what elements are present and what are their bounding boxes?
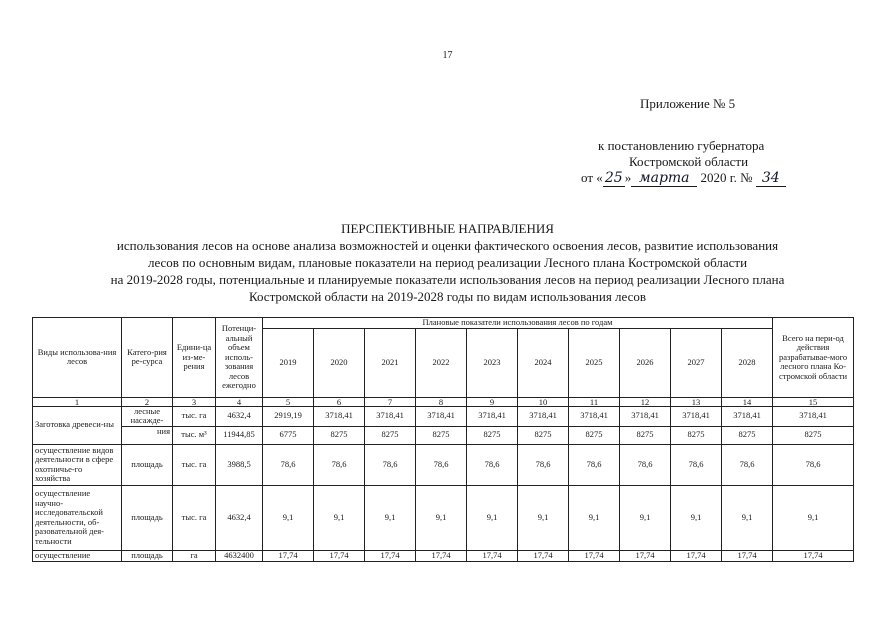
row-unit: га xyxy=(173,550,216,561)
header-category: Катего-рия ре-сурса xyxy=(122,318,173,398)
cell-value: 11944,85 xyxy=(216,426,263,444)
row-use-type: Заготовка древеси-ны xyxy=(33,406,122,444)
row-use-type: осуществление видов деятельности в сфере охотничье-го хозяйства xyxy=(33,444,122,485)
table-row xyxy=(33,426,854,444)
cell-value: 3718,41 xyxy=(314,406,365,426)
column-number: 2 xyxy=(122,397,173,406)
header-year: 2022 xyxy=(416,328,467,397)
cell-value: 8275 xyxy=(314,426,365,444)
row-unit: тыс. га xyxy=(173,406,216,426)
column-number: 12 xyxy=(620,397,671,406)
column-number: 11 xyxy=(569,397,620,406)
row-category: лесные насажде- xyxy=(122,406,173,426)
row-category: площадь xyxy=(122,485,173,550)
title-line-4: на 2019-2028 годы, потенциальные и планируемые показатели использования лесов на период реализации Лесного плана xyxy=(110,272,785,287)
cell-value: 17,74 xyxy=(722,550,773,561)
cell-value: 78,6 xyxy=(365,444,416,485)
header-year: 2019 xyxy=(263,328,314,397)
cell-value: 3718,41 xyxy=(671,406,722,426)
cell-value: 9,1 xyxy=(416,485,467,550)
title-line-1: ПЕРСПЕКТИВНЫЕ НАПРАВЛЕНИЯ xyxy=(341,221,554,236)
cell-value: 4632,4 xyxy=(216,406,263,426)
column-number-row xyxy=(33,397,854,406)
cell-value: 9,1 xyxy=(365,485,416,550)
header-year: 2028 xyxy=(722,328,773,397)
cell-value: 17,74 xyxy=(365,550,416,561)
header-unit: Едини-ца из-ме-рения xyxy=(173,318,216,398)
header-planned-group: Плановые показатели использования лесов по годам xyxy=(263,318,773,329)
header-total: Всего на пери-од действия разрабатывае-мого лесного плана Ко-стромской области xyxy=(773,318,854,398)
cell-value: 8275 xyxy=(518,426,569,444)
column-number: 9 xyxy=(467,397,518,406)
decree-number: 34 xyxy=(756,170,786,187)
cell-value: 17,74 xyxy=(671,550,722,561)
page-number: 17 xyxy=(442,50,453,61)
column-number: 8 xyxy=(416,397,467,406)
row-category: площадь xyxy=(122,550,173,561)
cell-value: 3988,5 xyxy=(216,444,263,485)
cell-value: 9,1 xyxy=(620,485,671,550)
cell-value: 78,6 xyxy=(263,444,314,485)
cell-value: 9,1 xyxy=(671,485,722,550)
row-category: ния xyxy=(122,426,173,444)
cell-value: 8275 xyxy=(467,426,518,444)
cell-value: 8275 xyxy=(365,426,416,444)
cell-value: 3718,41 xyxy=(773,406,854,426)
decree-line-2: Костромской области xyxy=(629,154,749,169)
column-number: 4 xyxy=(216,397,263,406)
cell-value: 17,74 xyxy=(467,550,518,561)
appendix-label: Приложение № 5 xyxy=(640,96,736,111)
cell-value: 3718,41 xyxy=(722,406,773,426)
column-number: 1 xyxy=(33,397,122,406)
cell-value: 78,6 xyxy=(722,444,773,485)
cell-value: 2919,19 xyxy=(263,406,314,426)
cell-value: 3718,41 xyxy=(518,406,569,426)
cell-value: 8275 xyxy=(773,426,854,444)
decree-year: 2020 г. № xyxy=(700,170,753,185)
table-row xyxy=(33,406,854,426)
header-year: 2021 xyxy=(365,328,416,397)
cell-value: 8275 xyxy=(416,426,467,444)
cell-value: 17,74 xyxy=(773,550,854,561)
column-number: 6 xyxy=(314,397,365,406)
table-row xyxy=(33,485,854,550)
column-number: 15 xyxy=(773,397,854,406)
cell-value: 78,6 xyxy=(569,444,620,485)
title-line-3: лесов по основным видам, плановые показатели на период реализации Лесного плана Костромской области xyxy=(147,255,748,270)
cell-value: 17,74 xyxy=(620,550,671,561)
header-use-type: Виды использова-ния лесов xyxy=(33,318,122,398)
cell-value: 3718,41 xyxy=(620,406,671,426)
cell-value: 9,1 xyxy=(773,485,854,550)
header-year: 2025 xyxy=(569,328,620,397)
cell-value: 17,74 xyxy=(263,550,314,561)
cell-value: 78,6 xyxy=(518,444,569,485)
decree-date-line xyxy=(581,170,786,187)
header-year: 2020 xyxy=(314,328,365,397)
cell-value: 9,1 xyxy=(569,485,620,550)
title-line-2: использования лесов на основе анализа возможностей и оценки фактического освоения лесов, развитие использования xyxy=(116,238,779,253)
cell-value: 78,6 xyxy=(620,444,671,485)
cell-value: 8275 xyxy=(569,426,620,444)
header-potential: Потенци-альный объем исполь-зования лесов ежегодно xyxy=(216,318,263,398)
row-category: площадь xyxy=(122,444,173,485)
decree-prefix: от « xyxy=(581,170,603,185)
column-number: 13 xyxy=(671,397,722,406)
header-year: 2026 xyxy=(620,328,671,397)
cell-value: 78,6 xyxy=(671,444,722,485)
cell-value: 3718,41 xyxy=(569,406,620,426)
column-number: 5 xyxy=(263,397,314,406)
column-number: 3 xyxy=(173,397,216,406)
cell-value: 17,74 xyxy=(518,550,569,561)
decree-line-1: к постановлению губернатора xyxy=(598,138,765,153)
decree-mid: » xyxy=(624,170,632,185)
cell-value: 8275 xyxy=(722,426,773,444)
cell-value: 78,6 xyxy=(773,444,854,485)
cell-value: 78,6 xyxy=(314,444,365,485)
cell-value: 4632,4 xyxy=(216,485,263,550)
cell-value: 3718,41 xyxy=(416,406,467,426)
column-number: 10 xyxy=(518,397,569,406)
cell-value: 4632400 xyxy=(216,550,263,561)
cell-value: 9,1 xyxy=(314,485,365,550)
decree-day: 25 xyxy=(603,170,625,187)
row-use-type: осуществление xyxy=(33,550,122,561)
header-year: 2024 xyxy=(518,328,569,397)
row-unit: тыс. га xyxy=(173,485,216,550)
cell-value: 6775 xyxy=(263,426,314,444)
cell-value: 9,1 xyxy=(263,485,314,550)
header-year: 2027 xyxy=(671,328,722,397)
header-year: 2023 xyxy=(467,328,518,397)
cell-value: 78,6 xyxy=(416,444,467,485)
cell-value: 9,1 xyxy=(467,485,518,550)
cell-value: 8275 xyxy=(671,426,722,444)
table-row xyxy=(33,550,854,561)
forest-use-table xyxy=(32,317,854,562)
document-title xyxy=(40,220,855,305)
column-number: 14 xyxy=(722,397,773,406)
cell-value: 3718,41 xyxy=(365,406,416,426)
cell-value: 9,1 xyxy=(722,485,773,550)
cell-value: 8275 xyxy=(620,426,671,444)
row-unit: тыс. м³ xyxy=(173,426,216,444)
cell-value: 17,74 xyxy=(314,550,365,561)
cell-value: 3718,41 xyxy=(467,406,518,426)
column-number: 7 xyxy=(365,397,416,406)
cell-value: 17,74 xyxy=(416,550,467,561)
title-line-5: Костромской области на 2019-2028 годы по видам использования лесов xyxy=(248,289,647,304)
cell-value: 17,74 xyxy=(569,550,620,561)
row-unit: тыс. га xyxy=(173,444,216,485)
cell-value: 9,1 xyxy=(518,485,569,550)
cell-value: 78,6 xyxy=(467,444,518,485)
row-use-type: осуществление научно-исследовательской деятельности, об-разовательной дея-тельности xyxy=(33,485,122,550)
decree-month: марта xyxy=(631,170,697,187)
table-row xyxy=(33,444,854,485)
